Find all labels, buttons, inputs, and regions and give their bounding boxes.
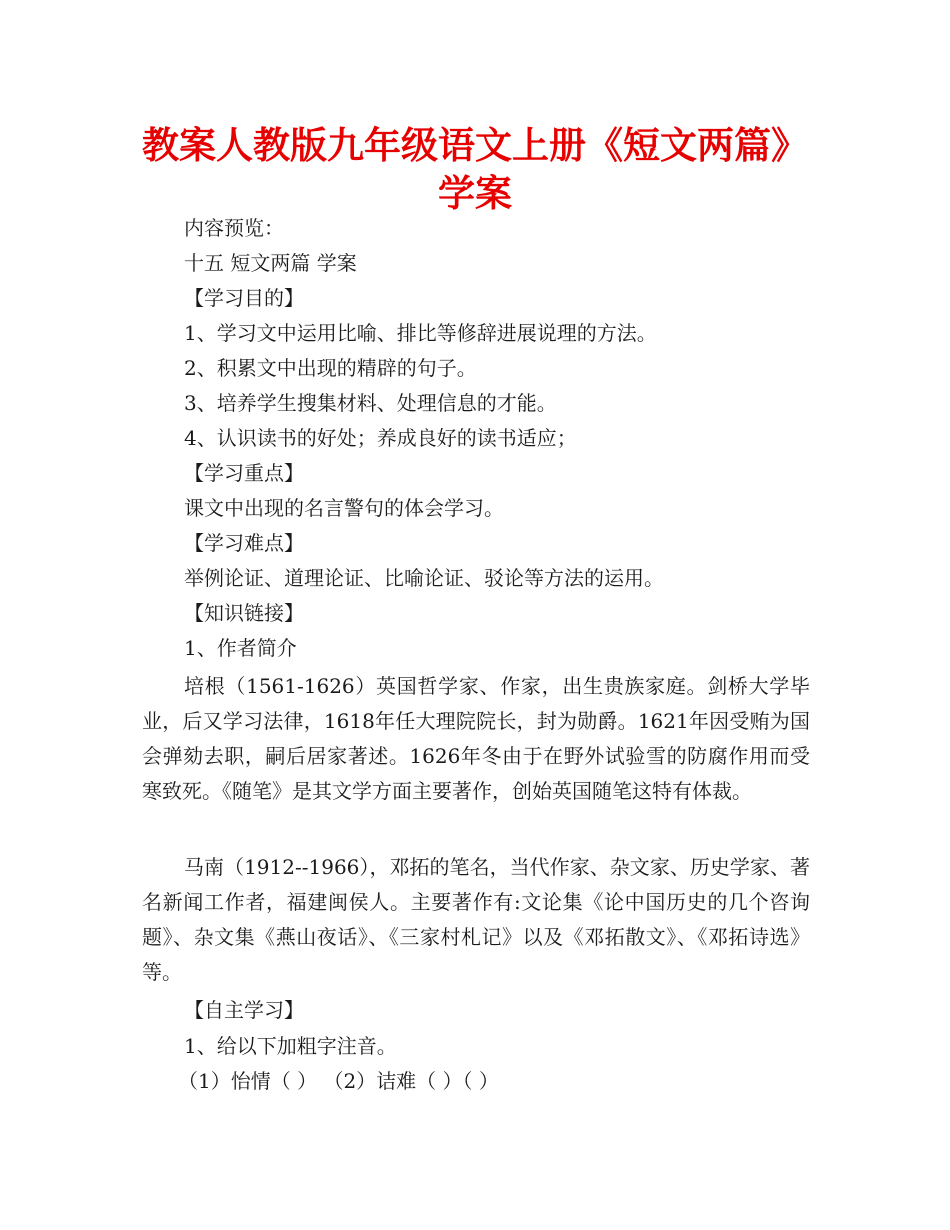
bacon-paragraph: 培根（1561-1626）英国哲学家、作家，出生贵族家庭。剑桥大学毕业，后又学习法律，1618年任大理院院长，封为勋爵。1621年因受贿为国会弹劾去职，嗣后居家著述。1626年冬由于在野外试验雪的防腐作用而受寒致死。《随笔》是其文学方面主要著作，创始英国随笔这特有体裁。: [142, 674, 810, 803]
knowledge-heading: 【知识链接】: [184, 601, 304, 625]
difficulties-text: 举例论证、道理论证、比喻论证、驳论等方法的运用。: [184, 566, 664, 590]
author-intro-label: 1、作者简介: [184, 636, 297, 660]
self-study-heading: 【自主学习】: [184, 998, 304, 1022]
phonetic-instruction: 1、给以下加粗字注音。: [184, 1034, 397, 1058]
difficulties-heading: 【学习难点】: [184, 531, 304, 555]
document-title: 教案人教版九年级语文上册《短文两篇》: [142, 124, 808, 167]
lesson-subtitle: 十五 短文两篇 学案: [184, 251, 357, 275]
document-title-continued: 学案: [438, 172, 512, 215]
objective-item: 3、培养学生搜集材料、处理信息的才能。: [184, 391, 557, 415]
key-points-text: 课文中出现的名言警句的体会学习。: [184, 496, 504, 520]
objective-item: 1、学习文中运用比喻、排比等修辞进展说理的方法。: [184, 321, 657, 345]
objective-item: 4、认识读书的好处；养成良好的读书适应；: [184, 426, 577, 450]
key-points-heading: 【学习重点】: [184, 461, 304, 485]
manan-paragraph: 马南（1912--1966），邓拓的笔名，当代作家、杂文家、历史学家、著名新闻工作者，福建闽侯人。主要著作有:文论集《论中国历史的几个咨询题》、杂文集《燕山夜话》、《三家村札记》以及《邓拓散文》、《邓拓诗选》等。: [142, 855, 810, 984]
preview-label: 内容预览：: [184, 216, 284, 240]
objective-item: 2、积累文中出现的精辟的句子。: [184, 356, 477, 380]
phonetic-exercise: （1）怡情（ ） （2）诘难（ ）（ ）: [178, 1069, 499, 1093]
objectives-heading: 【学习目的】: [184, 286, 304, 310]
